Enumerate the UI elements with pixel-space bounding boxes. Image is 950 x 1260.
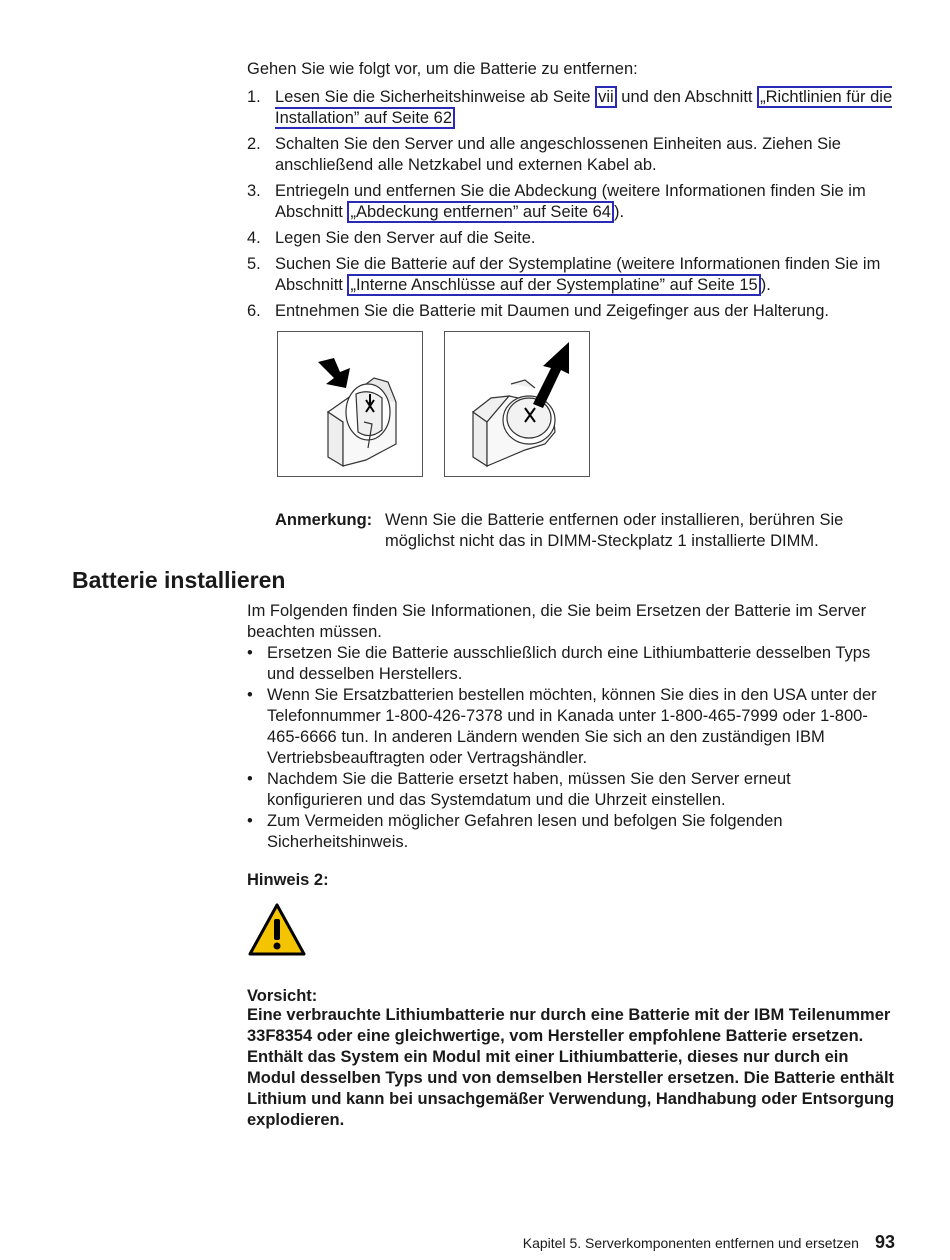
note-text: Wenn Sie die Batterie entfernen oder installieren, berühren Sie möglichst nicht das in DIMM-Steckplatz 1 installierte DIMM. <box>385 511 844 550</box>
chapter-title: Kapitel 5. Serverkomponenten entfernen und ersetzen <box>522 1235 859 1251</box>
note-label: Anmerkung: <box>275 511 373 529</box>
notice-heading: Hinweis 2: <box>247 871 329 889</box>
step-3: 3. Entriegeln und entfernen Sie die Abdeckung (weitere Informationen finden Sie im Abschnitt „Abdeckung entfernen” auf Seite 64 ). <box>247 182 866 221</box>
list-item: • Ersetzen Sie die Batterie ausschließlich durch eine Lithiumbatterie desselben Typs und desselben Herstellers. <box>247 644 871 683</box>
battery-remove-illustration <box>445 332 589 476</box>
removal-steps <box>247 87 897 327</box>
warning-triangle-icon <box>247 902 307 957</box>
step-6: 6. Entnehmen Sie die Batterie mit Daumen und Zeigefinger aus der Halterung. <box>247 302 829 320</box>
step-4: 4. Legen Sie den Server auf die Seite. <box>247 229 536 247</box>
page-footer <box>523 1232 895 1253</box>
section-intro: Im Folgenden finden Sie Informationen, die Sie beim Ersetzen der Batterie im Server beachten müssen. <box>247 602 867 641</box>
arrow-down-icon <box>318 358 350 388</box>
battery-remove-figure <box>444 331 590 477</box>
section-title: Batterie installieren <box>72 567 286 593</box>
list-item: • Nachdem Sie die Batterie ersetzt haben, müssen Sie den Server erneut konfigurieren und das Systemdatum und die Uhrzeit einstellen. <box>247 770 791 809</box>
link-internal-connectors[interactable]: „Interne Anschlüsse auf der Systemplatine” auf Seite 15 <box>347 274 760 296</box>
list-item: • Wenn Sie Ersatzbatterien bestellen möchten, können Sie dies in den USA unter der Telefonnummer 1-800-426-7378 und in Kanada unter 1-800-465-7999 oder 1-800-465-6666 tun. In anderen Ländern wenden Sie sich an den zuständigen IBM Vertriebsbeauftragten oder Vertragshändler. <box>247 686 877 767</box>
caution-label: Vorsicht: <box>247 987 318 1005</box>
intro-text: Gehen Sie wie folgt vor, um die Batterie zu entfernen: <box>247 60 638 78</box>
battery-press-illustration <box>278 332 422 476</box>
bullet-list <box>247 643 887 853</box>
link-page-vii[interactable]: vii <box>595 86 617 108</box>
list-item: • Zum Vermeiden möglicher Gefahren lesen und befolgen Sie folgenden Sicherheitshinweis. <box>247 812 783 851</box>
battery-press-figure <box>277 331 423 477</box>
page-number: 93 <box>874 1232 895 1252</box>
step-1: 1. Lesen Sie die Sicherheitshinweise ab Seite vii und den Abschnitt „Richtlinien für die Installation” auf Seite 62 <box>247 88 893 127</box>
link-remove-cover[interactable]: „Abdeckung entfernen” auf Seite 64 <box>347 201 614 223</box>
caution-text: Eine verbrauchte Lithiumbatterie nur durch eine Batterie mit der IBM Teilenummer 33F8354 oder eine gleichwertige, vom Hersteller empfohlene Batterie ersetzen. Enthält das System ein Modul mit einer Lithiumbatterie, dieses nur durch ein Modul desselben Typs und von demselben Hersteller ersetzen. Die Batterie enthält Lithium und kann bei unsachgemäßer Verwendung, Handhabung oder Entsorgung explodieren. <box>247 1006 895 1129</box>
step-5: 5. Suchen Sie die Batterie auf der Systemplatine (weitere Informationen finden Sie im Abschnitt „Interne Anschlüsse auf der Systemplatine” auf Seite 15 ). <box>247 255 881 294</box>
step-2: 2. Schalten Sie den Server und alle angeschlossenen Einheiten aus. Ziehen Sie anschließend alle Netzkabel und externen Kabel ab. <box>247 135 841 174</box>
link-installation-guidelines[interactable]: „Richtlinien für die Installation” auf Seite 62 <box>275 88 893 127</box>
arrow-up-icon <box>533 342 569 408</box>
